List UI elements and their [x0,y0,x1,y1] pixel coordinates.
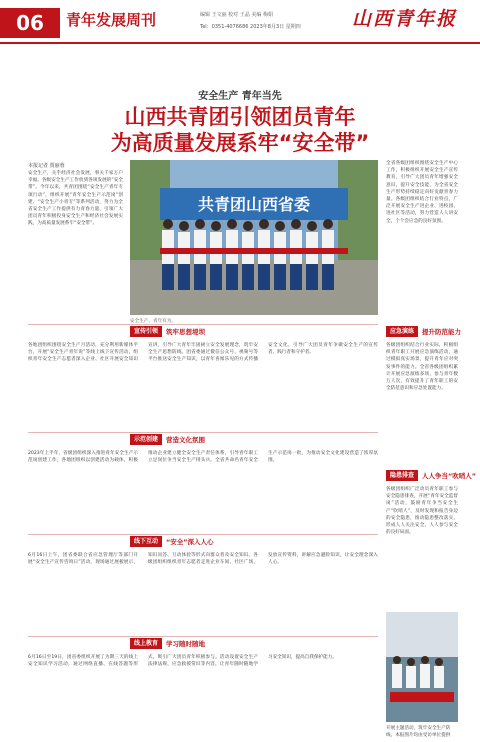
group-photo-illustration [130,160,378,315]
right-section-text-2: 各级团组织广泛动员青年职工参与安全隐患排查，开展“青年安全监督岗”活动，鼓励青年争当安全生产“吹哨人”，及时发现和报告身边的安全隐患，推动隐患整改落实，形成人人关注安全、人人参与安全的良好局面。 [386,487,458,536]
section-tag: 线下互动 [130,536,162,547]
group-photo [130,160,378,315]
photo-banner-text: 共青团山西省委 [197,195,311,214]
section-divider [28,324,378,325]
right-banner-2 [386,470,476,481]
section-title: 学习随时随地 [166,640,206,648]
right-banner-1 [386,326,461,337]
section-banner-3 [130,536,214,547]
section-banner-2 [130,434,205,445]
section-tag: 线上教育 [130,638,162,649]
section-text-4: 6月16日至19日，团省委组织开展了为期三天的线上安全知识学习活动，通过网络直播、在线答题等形式，吸引广大团员青年积极参与。活动设置安全生产法律法规、应急救援常识等内容，让青年随时随地学习安全知识，提高自我保护能力。 [28,655,337,668]
byline: 本报记者 贾丽蓉 [28,163,65,169]
section-title: 青年发展周刊 [66,11,157,29]
headline-subhead: 安全生产 青年当先 [198,91,282,102]
headline-line-2: 为高质量发展系牢“安全带” [110,131,370,155]
section-title: 人人争当“吹哨人” [422,472,477,480]
header-rule [0,42,480,44]
section-banner-1 [130,326,205,337]
section-title: “安全”深入人心 [166,538,214,546]
section-tag: 应急演练 [386,326,418,337]
section-text-2: 2023年上半年，省级团组织深入推进青年安全生产示范岗创建工作，各地团组织以创建活动为载体，积极推动企业建立健全安全生产责任体系，引导青年职工立足岗位争当安全生产排头兵。全省共命名青年安全生产示范岗一批，为推动安全文化建设营造了浓厚氛围。 [28,451,378,464]
section-tag: 示范创建 [130,434,162,445]
intro-text: 安全生产，关乎经济社会发展，事关千家万户幸福。各级安全生产工作放到各项发展的“安全带”。今年以来，共青团围绕“安全生产青年专项行动”，组织开展“青年安全生产示范岗”创建、“安全生产小青专”等系列活动，努力为全省安全生产工作提供有力青春力量，引领广大团员青年积极投身安全生产和经济社会发展实践，为高质量发展系牢“安全带”。 [28,171,123,227]
right-column-text: 全省各级团组织围绕安全生产中心工作，积极组织开展安全生产宣传教育，引导广大团员青年增强安全意识，提升安全技能，为全省安全生产形势持续稳定向好贡献青春力量。各级团组织结合行业特点，广泛开展安全生产进企业、进校园、进社区等活动，努力营造人人讲安全、个个会应急的良好氛围。 [386,161,458,224]
section-title: 提升防范能力 [422,328,462,336]
section-title: 营造文化氛围 [166,436,206,444]
section-divider [28,636,378,637]
page-number: 06 [0,8,60,38]
right-section-text-1: 各级团组织结合行业实际，积极组织青年职工开展应急演练活动，通过模拟真实场景，提升青年应对突发事件的能力。全省各级团组织累计开展应急演练多场，参与青年数万人次，有效提升了青年职工的安全防范意识和应急处置能力。 [386,343,458,392]
section-title: 筑牢思想堤坝 [166,328,206,336]
section-text-1: 各地团组织围绕安全生产月活动，充分利用新媒体平台，开展“安全生产青年说”等线上线下宣传活动，组织青年安全生产志愿者深入企业、社区开展安全知识宣讲，引导广大青年牢固树立安全发展理念，筑牢安全生产思想防线。团省委通过微信公众号、视频号等平台推送安全生产知识，以青年喜闻乐见的方式传播安全文化，引导广大团员青年争做安全生产的宣传者、践行者和守护者。 [28,343,378,363]
newspaper-logo: 山西青年报 [352,8,458,30]
editors-line: 编辑 王文丽 校对 王晶 美编 梅娟 [200,12,273,18]
photo-caption: 安全生产，青年有为。 [130,319,176,324]
activity-photo-illustration [386,612,458,722]
section-tag: 隐患排查 [386,470,418,481]
section-divider [28,432,378,433]
activity-photo [386,612,458,722]
headline-line-1: 山西共青团引领团员青年 [124,105,356,129]
footer-caption: 开展主题活动，筑牢安全生产防线。本报图片均由受访单位提供 [386,726,451,738]
section-divider [28,534,378,535]
section-tag: 宣传引领 [130,326,162,337]
section-banner-4 [130,638,205,649]
section-text-3: 6月16日上午，团省委联合省应急管理厅等部门开展“安全生产宣传咨询日”活动，现场通过展板展示、知识问答、互动体验等形式向群众普及安全知识。各级团组织组织青年志愿者走进企业车间、社区广场，发放宣传资料，讲解应急避险知识，让安全理念深入人心。 [28,553,378,566]
contact-line: Tel：0351-4076686 2023年8月3日 星期四 [200,24,301,30]
